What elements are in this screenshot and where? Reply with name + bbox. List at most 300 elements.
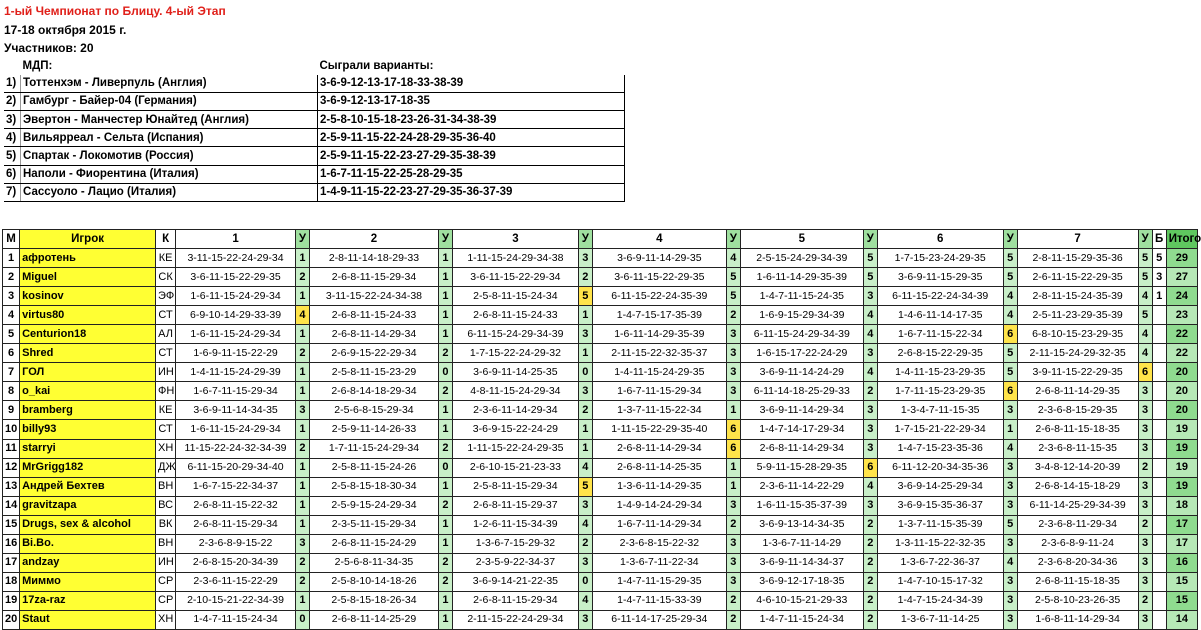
column-header: 1 bbox=[176, 230, 296, 249]
points-cell: 4 bbox=[1138, 344, 1152, 363]
points-cell: 1 bbox=[438, 420, 452, 439]
variant-cell: 1-6-8-11-14-29-34 bbox=[1017, 610, 1138, 629]
points-cell: 3 bbox=[1003, 610, 1017, 629]
points-cell: 2 bbox=[863, 572, 877, 591]
variant-cell: 3-6-11-15-22-29-35 bbox=[176, 268, 296, 287]
variant-cell: 2-10-15-21-22-34-39 bbox=[176, 591, 296, 610]
total-cell: 20 bbox=[1166, 363, 1197, 382]
variant-cell: 2-3-5-9-22-34-37 bbox=[452, 553, 578, 572]
variant-cell: 2-5-8-10-23-26-35 bbox=[1017, 591, 1138, 610]
points-cell: 2 bbox=[726, 591, 740, 610]
team-code: ВК bbox=[156, 515, 176, 534]
variant-cell: 1-4-7-15-17-35-39 bbox=[592, 306, 726, 325]
points-cell: 0 bbox=[438, 458, 452, 477]
variant-cell: 3-6-9-11-14-25-35 bbox=[452, 363, 578, 382]
points-cell: 0 bbox=[578, 572, 592, 591]
points-cell: 1 bbox=[438, 325, 452, 344]
column-header-points: У bbox=[1138, 230, 1152, 249]
points-cell: 2 bbox=[726, 610, 740, 629]
points-cell: 4 bbox=[578, 458, 592, 477]
total-cell: 20 bbox=[1166, 401, 1197, 420]
points-cell: 3 bbox=[1003, 496, 1017, 515]
points-cell: 3 bbox=[726, 363, 740, 382]
variant-cell: 2-6-8-11-15-22-32 bbox=[176, 496, 296, 515]
points-cell: 3 bbox=[1003, 458, 1017, 477]
table-row bbox=[3, 496, 1198, 515]
results-table bbox=[2, 229, 1201, 630]
place-cell: 16 bbox=[3, 534, 20, 553]
player-name: MrGrigg182 bbox=[20, 458, 156, 477]
variant-cell: 3-6-9-14-25-29-34 bbox=[877, 477, 1003, 496]
player-name: ГОЛ bbox=[20, 363, 156, 382]
variant-cell: 3-6-9-13-14-34-35 bbox=[740, 515, 863, 534]
points-cell: 3 bbox=[1138, 572, 1152, 591]
points-cell: 5 bbox=[863, 268, 877, 287]
variant-cell: 2-11-15-22-32-35-37 bbox=[592, 344, 726, 363]
variant-cell: 1-3-6-7-15-29-32 bbox=[452, 534, 578, 553]
table-row bbox=[3, 439, 1198, 458]
points-cell: 3 bbox=[578, 249, 592, 268]
points-cell: 5 bbox=[1003, 249, 1017, 268]
table-row bbox=[3, 382, 1198, 401]
variant-cell: 2-5-8-11-15-24-26 bbox=[310, 458, 439, 477]
place-cell: 10 bbox=[3, 420, 20, 439]
variant-cell: 3-6-9-11-14-29-35 bbox=[592, 249, 726, 268]
match-variants: 3-6-9-12-13-17-18-35 bbox=[318, 92, 625, 110]
points-cell: 4 bbox=[1003, 553, 1017, 572]
variant-cell: 2-3-6-11-14-29-34 bbox=[452, 401, 578, 420]
variant-cell: 1-6-11-14-29-35-39 bbox=[592, 325, 726, 344]
points-cell: 3 bbox=[1138, 477, 1152, 496]
variant-cell: 3-6-9-14-21-22-35 bbox=[452, 572, 578, 591]
player-name: starryi bbox=[20, 439, 156, 458]
total-cell: 24 bbox=[1166, 287, 1197, 306]
match-variants: 2-5-9-11-15-22-24-28-29-35-36-40 bbox=[318, 129, 625, 147]
variant-cell: 3-6-9-12-17-18-35 bbox=[740, 572, 863, 591]
points-cell: 2 bbox=[578, 401, 592, 420]
variant-cell: 2-6-8-15-22-29-35 bbox=[877, 344, 1003, 363]
match-number: 2) bbox=[4, 92, 21, 110]
place-cell: 13 bbox=[3, 477, 20, 496]
points-cell: 2 bbox=[578, 268, 592, 287]
points-cell: 1 bbox=[578, 439, 592, 458]
points-cell: 2 bbox=[863, 610, 877, 629]
points-cell: 3 bbox=[863, 344, 877, 363]
variant-cell: 3-6-9-11-14-24-29 bbox=[740, 363, 863, 382]
variant-cell: 1-6-7-11-15-29-34 bbox=[176, 382, 296, 401]
place-cell: 11 bbox=[3, 439, 20, 458]
match-row bbox=[4, 111, 625, 129]
variant-cell: 1-6-7-11-14-29-34 bbox=[592, 515, 726, 534]
points-cell: 5 bbox=[726, 287, 740, 306]
bonus-cell bbox=[1152, 382, 1166, 401]
points-cell: 3 bbox=[578, 382, 592, 401]
table-row bbox=[3, 325, 1198, 344]
variant-cell: 1-7-11-15-23-29-35 bbox=[877, 382, 1003, 401]
bonus-cell bbox=[1152, 477, 1166, 496]
player-name: o_kai bbox=[20, 382, 156, 401]
variant-cell: 1-6-11-15-35-37-39 bbox=[740, 496, 863, 515]
variant-cell: 2-6-8-14-15-18-29 bbox=[1017, 477, 1138, 496]
place-cell: 6 bbox=[3, 344, 20, 363]
points-cell: 1 bbox=[1003, 420, 1017, 439]
points-cell: 1 bbox=[438, 534, 452, 553]
variant-cell: 1-11-15-22-24-29-35 bbox=[452, 439, 578, 458]
table-row bbox=[3, 515, 1198, 534]
match-row bbox=[4, 165, 625, 183]
points-cell: 3 bbox=[1003, 477, 1017, 496]
points-cell: 3 bbox=[1138, 610, 1152, 629]
points-cell: 4 bbox=[863, 306, 877, 325]
total-cell: 22 bbox=[1166, 325, 1197, 344]
variant-cell: 1-4-11-15-24-29-39 bbox=[176, 363, 296, 382]
place-cell: 9 bbox=[3, 401, 20, 420]
table-row bbox=[3, 553, 1198, 572]
points-cell: 0 bbox=[578, 363, 592, 382]
match-name: Тоттенхэм - Ливерпуль (Англия) bbox=[21, 75, 318, 93]
variant-cell: 1-4-7-11-15-24-34 bbox=[176, 610, 296, 629]
variant-cell: 6-9-10-14-29-33-39 bbox=[176, 306, 296, 325]
column-header: 3 bbox=[452, 230, 578, 249]
points-cell: 2 bbox=[438, 344, 452, 363]
points-cell: 1 bbox=[726, 458, 740, 477]
points-cell: 3 bbox=[1138, 401, 1152, 420]
variant-cell: 2-8-11-15-29-35-36 bbox=[1017, 249, 1138, 268]
player-name: Миммо bbox=[20, 572, 156, 591]
variant-cell: 1-6-9-15-29-34-39 bbox=[740, 306, 863, 325]
points-cell: 3 bbox=[1003, 572, 1017, 591]
bonus-cell bbox=[1152, 401, 1166, 420]
variant-cell: 2-3-6-8-15-29-35 bbox=[1017, 401, 1138, 420]
variant-cell: 1-3-6-7-11-22-34 bbox=[592, 553, 726, 572]
points-cell: 4 bbox=[1138, 325, 1152, 344]
team-code: ИН bbox=[156, 363, 176, 382]
total-cell: 20 bbox=[1166, 382, 1197, 401]
match-variants: 1-4-9-11-15-22-23-27-29-35-36-37-39 bbox=[318, 183, 625, 201]
variant-cell: 1-6-9-11-15-22-29 bbox=[176, 344, 296, 363]
variant-cell: 2-5-9-15-24-29-34 bbox=[310, 496, 439, 515]
column-header-points: У bbox=[438, 230, 452, 249]
bonus-cell bbox=[1152, 572, 1166, 591]
column-header: 7 bbox=[1017, 230, 1138, 249]
points-cell: 3 bbox=[578, 496, 592, 515]
team-code: СР bbox=[156, 591, 176, 610]
variant-cell: 1-4-7-11-15-24-35 bbox=[740, 287, 863, 306]
match-row bbox=[4, 129, 625, 147]
team-code: ВС bbox=[156, 496, 176, 515]
points-cell: 3 bbox=[863, 496, 877, 515]
variant-cell: 2-5-8-10-14-18-26 bbox=[310, 572, 439, 591]
table-row bbox=[3, 610, 1198, 629]
total-cell: 23 bbox=[1166, 306, 1197, 325]
points-cell: 1 bbox=[295, 458, 309, 477]
variant-cell: 1-3-6-7-11-14-29 bbox=[740, 534, 863, 553]
variant-cell: 6-11-15-22-24-34-39 bbox=[877, 287, 1003, 306]
team-code: КЕ bbox=[156, 401, 176, 420]
table-row bbox=[3, 401, 1198, 420]
points-cell: 5 bbox=[578, 477, 592, 496]
points-cell: 1 bbox=[295, 496, 309, 515]
variant-cell: 1-7-15-23-24-29-35 bbox=[877, 249, 1003, 268]
variant-cell: 1-7-15-21-22-29-34 bbox=[877, 420, 1003, 439]
match-number: 6) bbox=[4, 165, 21, 183]
table-row bbox=[3, 534, 1198, 553]
points-cell: 6 bbox=[1003, 382, 1017, 401]
variant-cell: 1-4-7-11-15-33-39 bbox=[592, 591, 726, 610]
variant-cell: 2-6-10-15-21-23-33 bbox=[452, 458, 578, 477]
team-code: СК bbox=[156, 268, 176, 287]
variant-cell: 1-6-7-11-15-29-34 bbox=[592, 382, 726, 401]
team-code: СТ bbox=[156, 344, 176, 363]
match-name: Вильярреал - Сельта (Испания) bbox=[21, 129, 318, 147]
points-cell: 3 bbox=[863, 439, 877, 458]
variant-cell: 1-2-6-11-15-34-39 bbox=[452, 515, 578, 534]
points-cell: 6 bbox=[726, 439, 740, 458]
variant-cell: 2-6-8-11-15-29-34 bbox=[452, 591, 578, 610]
points-cell: 3 bbox=[726, 382, 740, 401]
variant-cell: 2-6-8-11-15-29-34 bbox=[176, 515, 296, 534]
match-name: Сассуоло - Лацио (Италия) bbox=[21, 183, 318, 201]
variant-cell: 2-6-8-11-15-18-35 bbox=[1017, 572, 1138, 591]
points-cell: 2 bbox=[438, 572, 452, 591]
player-name: Centurion18 bbox=[20, 325, 156, 344]
points-cell: 3 bbox=[578, 610, 592, 629]
variant-cell: 1-4-11-15-24-29-35 bbox=[592, 363, 726, 382]
column-header-total: Итого bbox=[1166, 230, 1197, 249]
variant-cell: 2-5-9-11-14-26-33 bbox=[310, 420, 439, 439]
variant-cell: 1-3-7-11-15-35-39 bbox=[877, 515, 1003, 534]
place-cell: 5 bbox=[3, 325, 20, 344]
variant-cell: 1-6-11-15-24-29-34 bbox=[176, 325, 296, 344]
points-cell: 6 bbox=[863, 458, 877, 477]
bonus-cell bbox=[1152, 420, 1166, 439]
page-title: 1-ый Чемпионат по Блицу. 4-ый Этап bbox=[4, 4, 226, 18]
variant-cell: 2-3-6-11-15-22-29 bbox=[176, 572, 296, 591]
table-row bbox=[3, 287, 1198, 306]
variant-cell: 6-11-14-17-25-29-34 bbox=[592, 610, 726, 629]
points-cell: 2 bbox=[295, 439, 309, 458]
points-cell: 1 bbox=[295, 477, 309, 496]
points-cell: 1 bbox=[438, 591, 452, 610]
points-cell: 1 bbox=[438, 477, 452, 496]
points-cell: 3 bbox=[1003, 534, 1017, 553]
variant-cell: 1-11-15-24-29-34-38 bbox=[452, 249, 578, 268]
total-cell: 15 bbox=[1166, 591, 1197, 610]
points-cell: 3 bbox=[1138, 553, 1152, 572]
place-cell: 14 bbox=[3, 496, 20, 515]
points-cell: 5 bbox=[726, 268, 740, 287]
points-cell: 5 bbox=[1003, 268, 1017, 287]
variant-cell: 3-11-15-22-24-29-34 bbox=[176, 249, 296, 268]
points-cell: 5 bbox=[863, 249, 877, 268]
variant-cell: 6-11-15-24-29-34-39 bbox=[452, 325, 578, 344]
points-cell: 2 bbox=[295, 553, 309, 572]
points-cell: 2 bbox=[438, 382, 452, 401]
variant-cell: 2-5-8-15-18-26-34 bbox=[310, 591, 439, 610]
place-cell: 19 bbox=[3, 591, 20, 610]
points-cell: 2 bbox=[1138, 591, 1152, 610]
column-header-player: Игрок bbox=[20, 230, 156, 249]
points-cell: 3 bbox=[1138, 439, 1152, 458]
points-cell: 1 bbox=[438, 306, 452, 325]
variant-cell: 3-6-9-15-35-36-37 bbox=[877, 496, 1003, 515]
points-cell: 2 bbox=[1138, 458, 1152, 477]
variant-cell: 2-5-6-8-11-34-35 bbox=[310, 553, 439, 572]
mdp-label: МДП: bbox=[22, 60, 53, 73]
points-cell: 3 bbox=[295, 534, 309, 553]
variants-label: Сыграли варианты: bbox=[319, 60, 434, 73]
points-cell: 4 bbox=[863, 363, 877, 382]
points-cell: 1 bbox=[578, 306, 592, 325]
variant-cell: 2-6-8-11-15-29-37 bbox=[452, 496, 578, 515]
bonus-cell: 3 bbox=[1152, 268, 1166, 287]
player-name: Staut bbox=[20, 610, 156, 629]
variant-cell: 1-3-4-7-11-15-35 bbox=[877, 401, 1003, 420]
points-cell: 4 bbox=[863, 477, 877, 496]
points-cell: 2 bbox=[578, 534, 592, 553]
points-cell: 5 bbox=[578, 287, 592, 306]
match-name: Эвертон - Манчестер Юнайтед (Англия) bbox=[21, 111, 318, 129]
variant-cell: 2-5-8-15-18-30-34 bbox=[310, 477, 439, 496]
variant-cell: 3-6-11-15-22-29-34 bbox=[452, 268, 578, 287]
match-variants: 1-6-7-11-15-22-25-28-29-35 bbox=[318, 165, 625, 183]
player-name: andzay bbox=[20, 553, 156, 572]
variant-cell: 2-6-8-11-14-29-34 bbox=[592, 439, 726, 458]
points-cell: 5 bbox=[1138, 268, 1152, 287]
player-name: gravitzapa bbox=[20, 496, 156, 515]
bonus-cell bbox=[1152, 610, 1166, 629]
variant-cell: 6-8-10-15-23-29-35 bbox=[1017, 325, 1138, 344]
bonus-cell bbox=[1152, 306, 1166, 325]
points-cell: 3 bbox=[726, 534, 740, 553]
variant-cell: 11-15-22-24-32-34-39 bbox=[176, 439, 296, 458]
variant-cell: 6-11-15-22-24-35-39 bbox=[592, 287, 726, 306]
variant-cell: 2-6-8-11-14-29-35 bbox=[1017, 382, 1138, 401]
points-cell: 1 bbox=[295, 382, 309, 401]
player-name: 17za-raz bbox=[20, 591, 156, 610]
points-cell: 2 bbox=[726, 515, 740, 534]
match-row bbox=[4, 75, 625, 93]
variant-cell: 2-8-11-15-24-35-39 bbox=[1017, 287, 1138, 306]
bonus-cell bbox=[1152, 344, 1166, 363]
variant-cell: 2-6-8-11-14-29-34 bbox=[310, 325, 439, 344]
variant-cell: 6-11-15-24-29-34-39 bbox=[740, 325, 863, 344]
variant-cell: 6-11-15-20-29-34-40 bbox=[176, 458, 296, 477]
variant-cell: 2-5-6-8-15-29-34 bbox=[310, 401, 439, 420]
variant-cell: 1-6-11-14-29-35-39 bbox=[740, 268, 863, 287]
team-code: ХН bbox=[156, 439, 176, 458]
team-code: АЛ bbox=[156, 325, 176, 344]
bonus-cell bbox=[1152, 439, 1166, 458]
participants-count: Участников: 20 bbox=[4, 41, 94, 55]
total-cell: 17 bbox=[1166, 515, 1197, 534]
match-name: Наполи - Фиорентина (Италия) bbox=[21, 165, 318, 183]
column-header: 6 bbox=[877, 230, 1003, 249]
matches-table-header bbox=[4, 58, 625, 75]
bonus-cell bbox=[1152, 496, 1166, 515]
points-cell: 1 bbox=[438, 610, 452, 629]
points-cell: 5 bbox=[1003, 515, 1017, 534]
variant-cell: 6-11-12-20-34-35-36 bbox=[877, 458, 1003, 477]
column-header-points: У bbox=[726, 230, 740, 249]
matches-table bbox=[4, 58, 625, 203]
points-cell: 1 bbox=[438, 287, 452, 306]
column-header: М bbox=[3, 230, 20, 249]
team-code: СТ bbox=[156, 306, 176, 325]
points-cell: 1 bbox=[295, 591, 309, 610]
column-header-points: У bbox=[1003, 230, 1017, 249]
points-cell: 3 bbox=[863, 401, 877, 420]
total-cell: 22 bbox=[1166, 344, 1197, 363]
table-row bbox=[3, 591, 1198, 610]
bonus-cell bbox=[1152, 363, 1166, 382]
total-cell: 16 bbox=[1166, 553, 1197, 572]
variant-cell: 1-3-11-15-22-32-35 bbox=[877, 534, 1003, 553]
player-name: kosinov bbox=[20, 287, 156, 306]
points-cell: 3 bbox=[863, 420, 877, 439]
variant-cell: 2-6-8-11-14-25-35 bbox=[592, 458, 726, 477]
bonus-cell bbox=[1152, 534, 1166, 553]
points-cell: 3 bbox=[726, 344, 740, 363]
variant-cell: 1-7-15-22-24-29-32 bbox=[452, 344, 578, 363]
variant-cell: 2-6-8-15-20-34-39 bbox=[176, 553, 296, 572]
bonus-cell bbox=[1152, 553, 1166, 572]
points-cell: 1 bbox=[295, 515, 309, 534]
table-row bbox=[3, 572, 1198, 591]
team-code: ИН bbox=[156, 553, 176, 572]
points-cell: 3 bbox=[726, 325, 740, 344]
match-number: 3) bbox=[4, 111, 21, 129]
variant-cell: 2-5-8-11-15-29-34 bbox=[452, 477, 578, 496]
points-cell: 2 bbox=[863, 382, 877, 401]
variant-cell: 2-6-8-11-14-29-34 bbox=[740, 439, 863, 458]
points-cell: 3 bbox=[1003, 401, 1017, 420]
place-cell: 7 bbox=[3, 363, 20, 382]
column-header: К bbox=[156, 230, 176, 249]
points-cell: 4 bbox=[295, 306, 309, 325]
match-variants: 2-5-9-11-15-22-23-27-29-35-38-39 bbox=[318, 147, 625, 165]
points-cell: 1 bbox=[295, 325, 309, 344]
variant-cell: 1-4-9-14-24-29-34 bbox=[592, 496, 726, 515]
match-row bbox=[4, 183, 625, 201]
variant-cell: 3-6-9-11-14-34-37 bbox=[740, 553, 863, 572]
variant-cell: 2-11-15-22-24-29-34 bbox=[452, 610, 578, 629]
variant-cell: 1-11-15-22-29-35-40 bbox=[592, 420, 726, 439]
variant-cell: 3-9-11-15-22-29-35 bbox=[1017, 363, 1138, 382]
table-row bbox=[3, 306, 1198, 325]
points-cell: 4 bbox=[1003, 439, 1017, 458]
variant-cell: 1-4-7-11-15-24-34 bbox=[740, 610, 863, 629]
variant-cell: 1-4-7-15-23-35-36 bbox=[877, 439, 1003, 458]
match-row bbox=[4, 147, 625, 165]
points-cell: 1 bbox=[295, 363, 309, 382]
points-cell: 1 bbox=[726, 401, 740, 420]
points-cell: 1 bbox=[726, 477, 740, 496]
place-cell: 3 bbox=[3, 287, 20, 306]
variant-cell: 2-6-8-11-15-24-33 bbox=[452, 306, 578, 325]
variant-cell: 3-6-9-11-14-29-34 bbox=[740, 401, 863, 420]
team-code: ВН bbox=[156, 534, 176, 553]
variant-cell: 6-11-14-18-25-29-33 bbox=[740, 382, 863, 401]
points-cell: 3 bbox=[1138, 496, 1152, 515]
match-number: 7) bbox=[4, 183, 21, 201]
total-cell: 19 bbox=[1166, 458, 1197, 477]
match-number: 1) bbox=[4, 75, 21, 93]
team-code: ЭФ bbox=[156, 287, 176, 306]
bonus-cell: 5 bbox=[1152, 249, 1166, 268]
total-cell: 29 bbox=[1166, 249, 1197, 268]
total-cell: 15 bbox=[1166, 572, 1197, 591]
